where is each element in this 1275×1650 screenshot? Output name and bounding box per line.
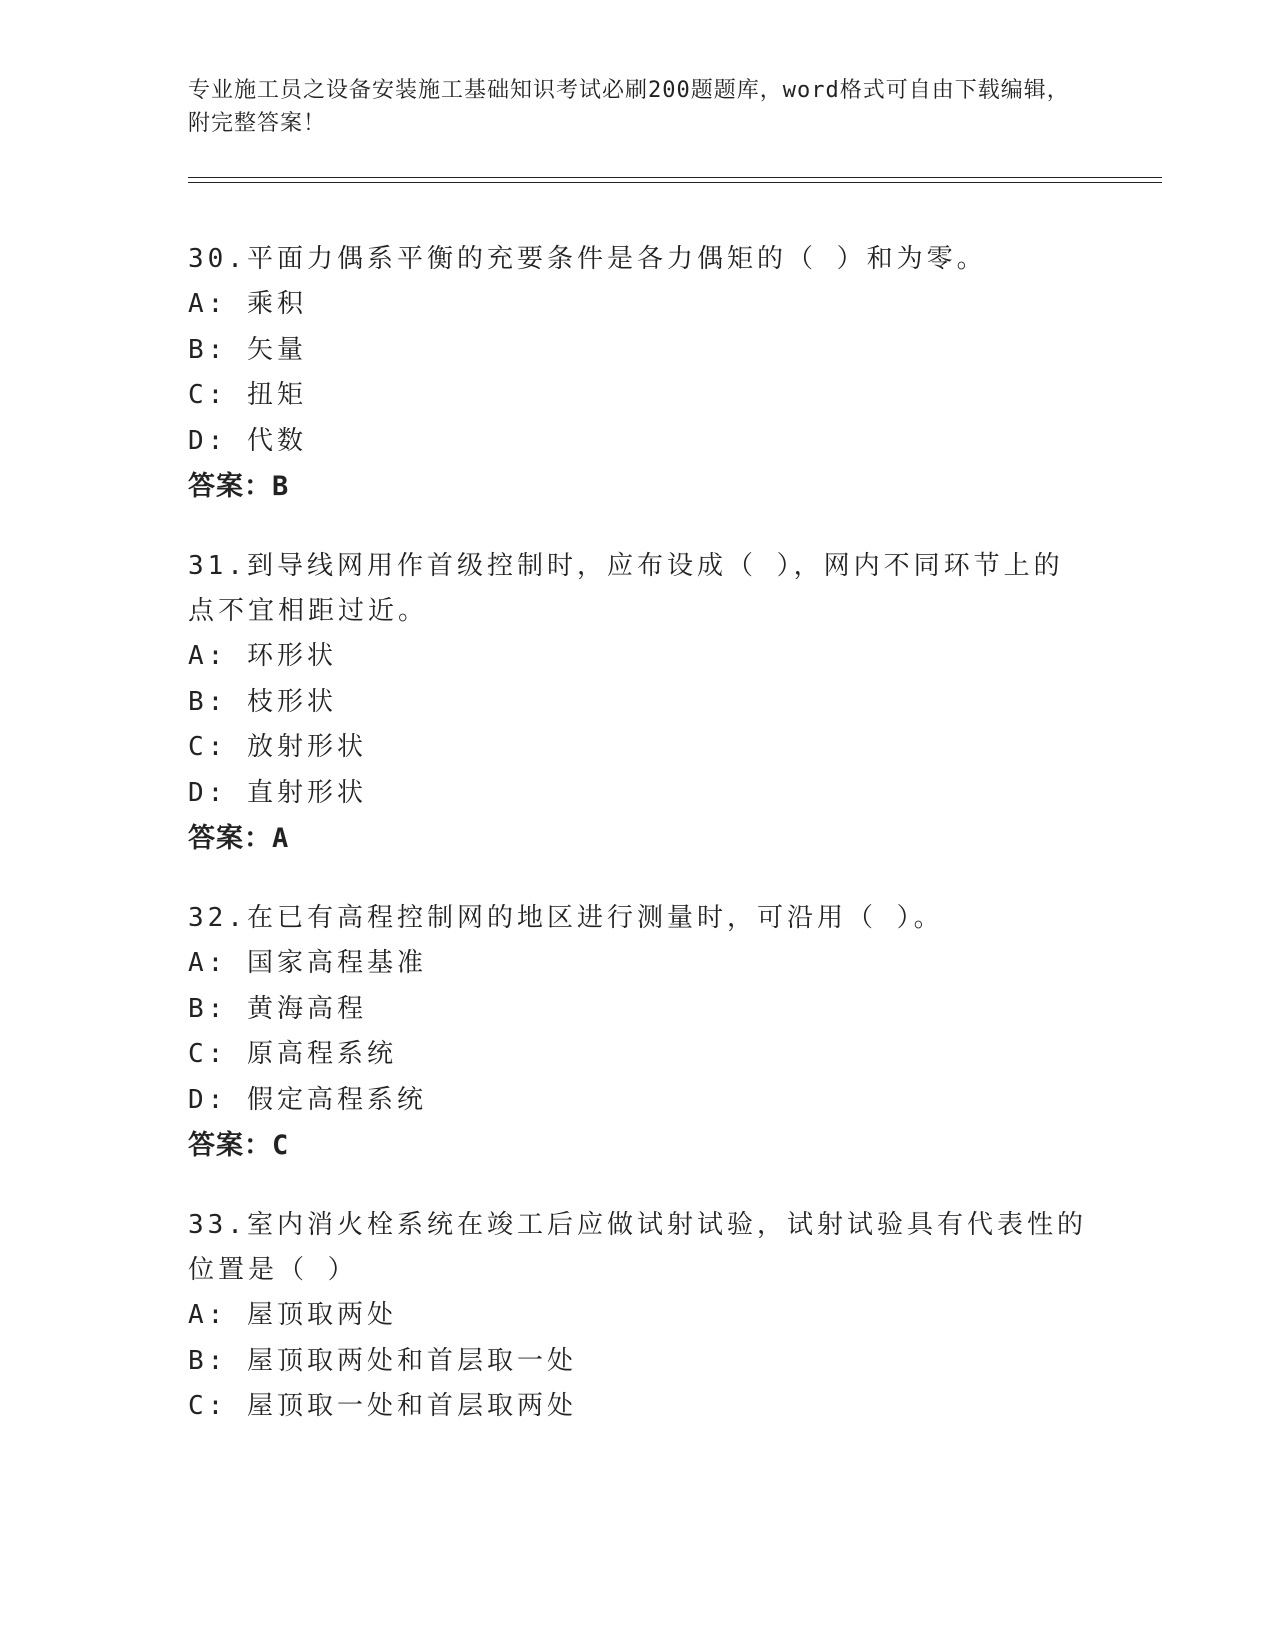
question-stem: 30.平面力偶系平衡的充要条件是各力偶矩的（ ）和为零。 [188, 244, 987, 274]
option-c: C: 屋顶取一处和首层取两处 [188, 1391, 577, 1421]
question-30 [188, 237, 1088, 510]
option-d: D: 假定高程系统 [188, 1084, 427, 1115]
answer-label: 答案：A [188, 823, 290, 854]
option-c: C: 扭矩 [188, 380, 307, 410]
option-a: A: 国家高程基准 [188, 948, 427, 978]
header-divider-bottom [188, 182, 1162, 183]
question-32 [188, 896, 1088, 1169]
question-31 [188, 544, 1088, 862]
option-a: A: 屋顶取两处 [188, 1300, 397, 1330]
answer-label: 答案：B [188, 471, 290, 502]
answer-label: 答案：C [188, 1130, 290, 1161]
question-33 [188, 1203, 1088, 1430]
question-stem: 31.到导线网用作首级控制时，应布设成（ ），网内不同环节上的点不宜相距过近。 [188, 551, 1064, 626]
option-b: B: 屋顶取两处和首层取一处 [188, 1345, 577, 1376]
option-c: C: 放射形状 [188, 732, 367, 762]
option-d: D: 直射形状 [188, 777, 367, 808]
document-header: 专业施工员之设备安装施工基础知识考试必刷200题题库，word格式可自由下载编辑，附完整答案！ [188, 78, 1070, 136]
option-b: B: 矢量 [188, 334, 307, 365]
question-stem: 33.室内消火栓系统在竣工后应做试射试验，试射试验具有代表性的位置是（ ） [188, 1210, 1087, 1285]
option-b: B: 枝形状 [188, 686, 337, 717]
question-list [188, 237, 1088, 1464]
option-d: D: 代数 [188, 425, 307, 456]
header-divider-top [188, 177, 1162, 178]
option-a: A: 环形状 [188, 641, 337, 671]
option-c: C: 原高程系统 [188, 1039, 397, 1069]
option-b: B: 黄海高程 [188, 993, 367, 1024]
option-a: A: 乘积 [188, 289, 307, 319]
question-stem: 32.在已有高程控制网的地区进行测量时，可沿用（ ）。 [188, 903, 944, 933]
